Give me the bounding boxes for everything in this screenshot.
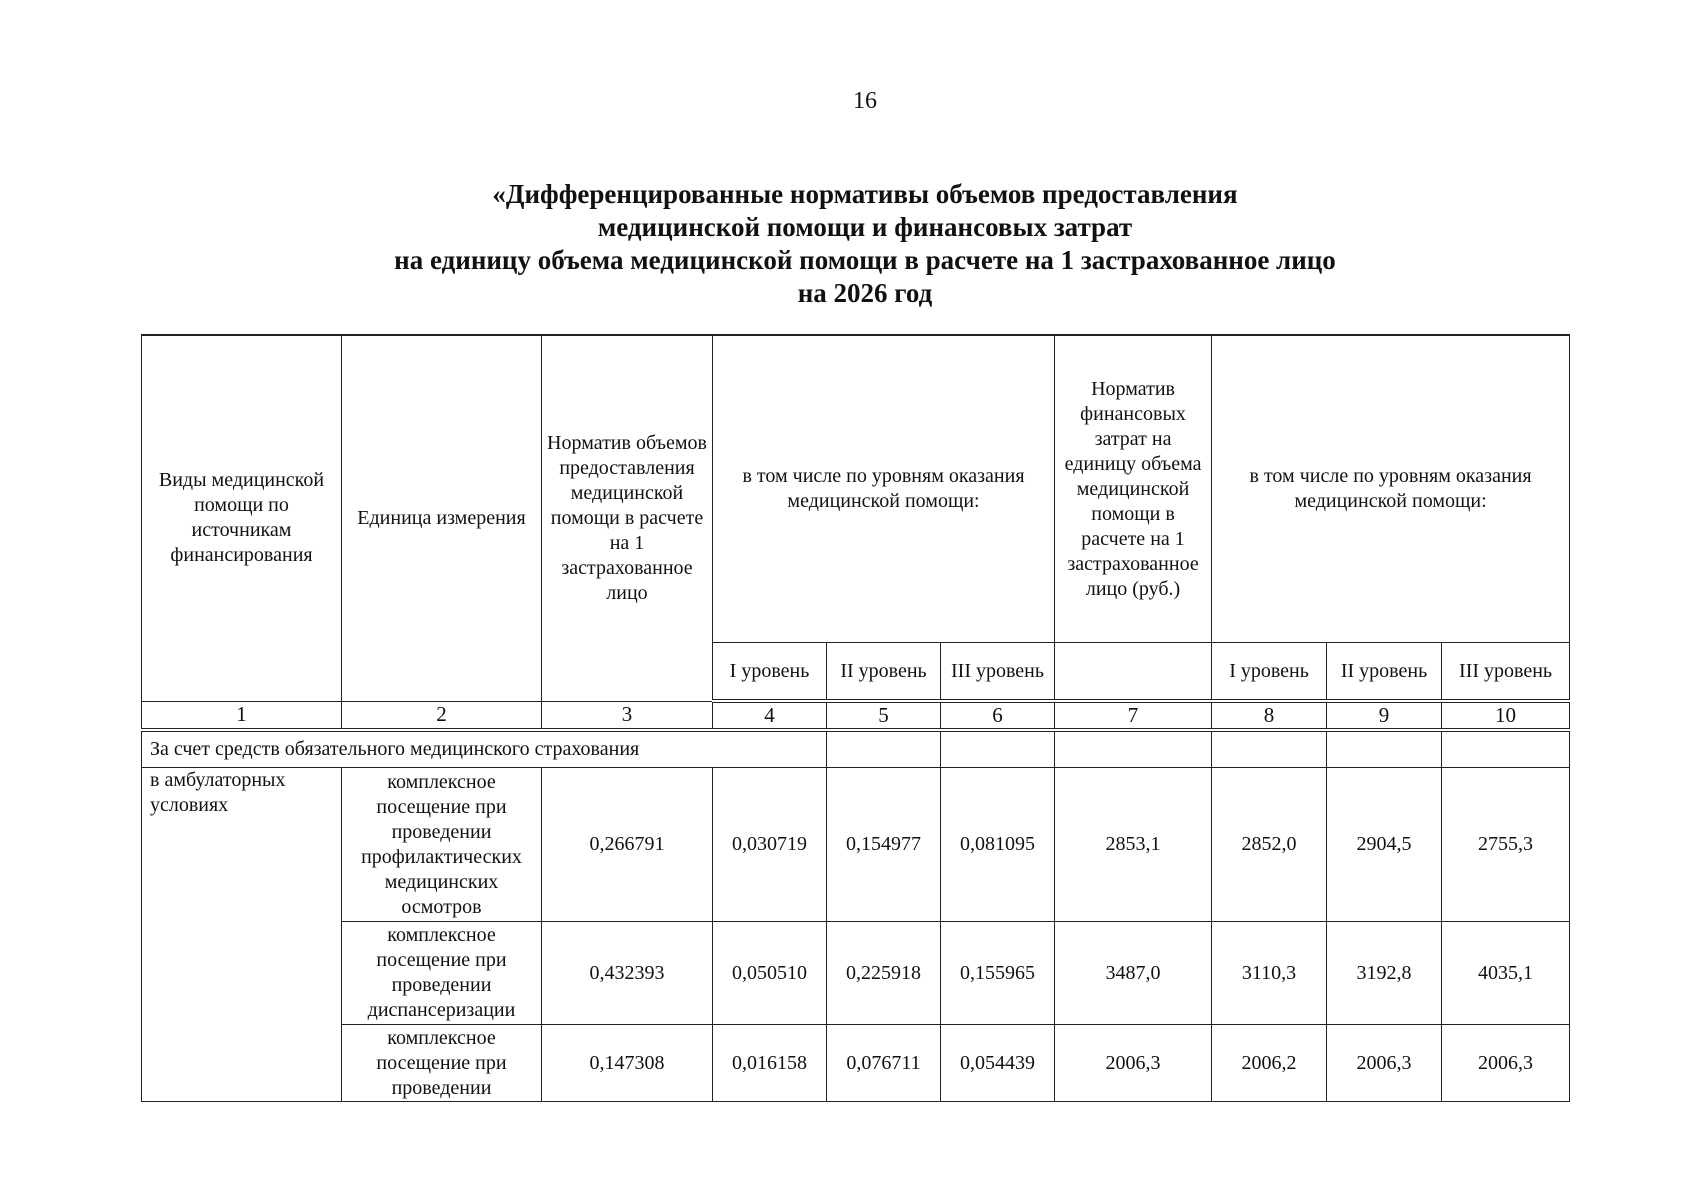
header-level-2-cost: II уровень: [1327, 643, 1442, 701]
value-cell: 2852,0: [1212, 768, 1327, 922]
empty-cell: [1327, 730, 1442, 767]
value-cell: 2904,5: [1327, 768, 1442, 922]
value-cell: 0,050510: [713, 922, 827, 1025]
value-cell: 3192,8: [1327, 922, 1442, 1025]
value-cell: 0,225918: [827, 922, 941, 1025]
value-cell: 0,266791: [542, 768, 713, 922]
value-cell: 2755,3: [1442, 768, 1570, 922]
value-cell: 2006,3: [1055, 1025, 1212, 1102]
unit-cell: комплексное посещение при проведении диспансеризации: [342, 922, 542, 1025]
value-cell: 2853,1: [1055, 768, 1212, 922]
column-number: 1: [142, 701, 342, 730]
table-row: [142, 768, 1570, 922]
empty-cell: [1212, 730, 1327, 767]
value-cell: 0,432393: [542, 922, 713, 1025]
value-cell: 0,030719: [713, 768, 827, 922]
value-cell: 4035,1: [1442, 922, 1570, 1025]
group-label: в амбулаторных условиях: [142, 768, 342, 1102]
header-level-3-cost: III уровень: [1442, 643, 1570, 701]
column-number: 9: [1327, 701, 1442, 730]
column-number: 7: [1055, 701, 1212, 730]
table-row: [142, 1025, 1570, 1102]
header-cost-norm: Норматив финансовых затрат на единицу объема медицинской помощи в расчете на 1 застрахованное лицо (руб.): [1055, 335, 1212, 643]
header-kind-of-care: Виды медицинской помощи по источникам финансирования: [142, 335, 342, 701]
column-number: 2: [342, 701, 542, 730]
title-line-4: на 2026 год: [797, 278, 933, 308]
column-number: 8: [1212, 701, 1327, 730]
value-cell: 0,155965: [941, 922, 1055, 1025]
table-row: [142, 922, 1570, 1025]
header-level-1-volume: I уровень: [713, 643, 827, 701]
title-line-2: медицинской помощи и финансовых затрат: [597, 212, 1133, 242]
header-cost-level-blank: [1055, 643, 1212, 701]
header-unit: Единица измерения: [342, 335, 542, 701]
value-cell: 0,054439: [941, 1025, 1055, 1102]
header-level-2-volume: II уровень: [827, 643, 941, 701]
header-volume-norm: Норматив объемов предоставления медицинской помощи в расчете на 1 застрахованное лицо: [542, 335, 713, 701]
column-number: 10: [1442, 701, 1570, 730]
value-cell: 3487,0: [1055, 922, 1212, 1025]
empty-cell: [941, 730, 1055, 767]
empty-cell: [1442, 730, 1570, 767]
header-levels-group-cost: в том числе по уровням оказания медицинской помощи:: [1212, 335, 1570, 643]
column-number: 5: [827, 701, 941, 730]
value-cell: 0,147308: [542, 1025, 713, 1102]
norms-table: [141, 334, 1570, 1102]
value-cell: 0,081095: [941, 768, 1055, 922]
title-line-3: на единицу объема медицинской помощи в расчете на 1 застрахованное лицо: [394, 245, 1336, 275]
value-cell: 0,154977: [827, 768, 941, 922]
document-title: [0, 178, 1689, 310]
header-level-3-volume: III уровень: [941, 643, 1055, 701]
value-cell: 2006,3: [1327, 1025, 1442, 1102]
header-level-1-cost: I уровень: [1212, 643, 1327, 701]
header-levels-group-volume: в том числе по уровням оказания медицинской помощи:: [713, 335, 1055, 643]
value-cell: 2006,2: [1212, 1025, 1327, 1102]
section-title: За счет средств обязательного медицинского страхования: [142, 730, 827, 767]
column-number: 4: [713, 701, 827, 730]
column-number: 3: [542, 701, 713, 730]
column-number: 6: [941, 701, 1055, 730]
value-cell: 2006,3: [1442, 1025, 1570, 1102]
unit-cell: комплексное посещение при проведении профилактических медицинских осмотров: [342, 768, 542, 922]
unit-cell: комплексное посещение при проведении: [342, 1025, 542, 1102]
value-cell: 3110,3: [1212, 922, 1327, 1025]
empty-cell: [827, 730, 941, 767]
value-cell: 0,076711: [827, 1025, 941, 1102]
page-number: 16: [853, 88, 877, 114]
title-line-1: «Дифференцированные нормативы объемов предоставления: [492, 179, 1238, 209]
value-cell: 0,016158: [713, 1025, 827, 1102]
empty-cell: [1055, 730, 1212, 767]
